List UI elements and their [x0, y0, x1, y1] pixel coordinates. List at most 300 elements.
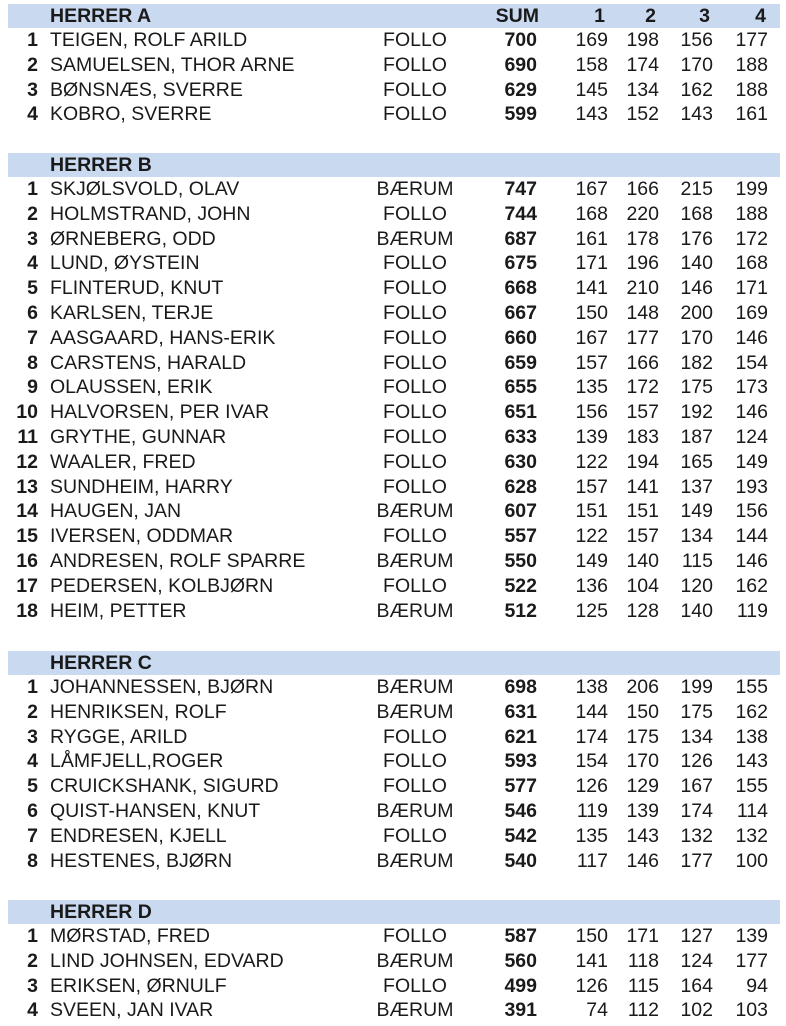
club-cell: BÆRUM [376, 178, 454, 200]
game-2-cell: 148 [626, 301, 659, 324]
game-4-cell: 169 [735, 301, 768, 324]
game-3-cell: 175 [680, 376, 713, 399]
section-header [8, 4, 780, 28]
rank-cell: 6 [27, 799, 38, 822]
table-row [0, 824, 786, 849]
rank-cell: 1 [27, 676, 38, 698]
game-2-cell: 210 [626, 277, 659, 300]
club-cell: BÆRUM [376, 500, 454, 523]
game-1-cell: 122 [575, 525, 608, 548]
table-row [0, 251, 786, 276]
sum-cell: 629 [504, 78, 537, 101]
game-3-cell: 175 [680, 700, 713, 723]
table-row [0, 998, 786, 1023]
player-name-cell: AASGAARD, HANS-ERIK [50, 326, 276, 349]
table-row [0, 276, 786, 301]
player-name-cell: RYGGE, ARILD [50, 725, 188, 748]
player-name-cell: HEIM, PETTER [50, 599, 187, 622]
section-title: HERRER A [50, 5, 152, 27]
table-row [0, 53, 786, 78]
game-1-cell: 174 [575, 725, 608, 748]
game-1-cell: 154 [575, 750, 608, 773]
game-1-cell: 139 [575, 425, 608, 448]
game-3-cell: 170 [680, 326, 713, 349]
club-cell: BÆRUM [376, 227, 454, 250]
game-4-cell: 199 [735, 178, 768, 200]
game-1-cell: 74 [586, 999, 608, 1022]
player-name-cell: JOHANNESSEN, BJØRN [50, 676, 274, 698]
player-name-cell: TEIGEN, ROLF ARILD [50, 29, 248, 51]
game-3-cell: 215 [680, 178, 713, 200]
game-3-cell: 177 [680, 849, 713, 872]
rank-cell: 1 [27, 925, 38, 947]
game-1-cell: 158 [575, 53, 608, 76]
game-4-cell: 155 [735, 676, 768, 698]
table-row [0, 400, 786, 425]
club-cell: BÆRUM [376, 549, 454, 572]
sum-cell: 700 [504, 29, 537, 51]
game-4-cell: 94 [746, 974, 768, 997]
table-row [0, 301, 786, 326]
club-cell: BÆRUM [376, 700, 454, 723]
game-4-cell: 188 [735, 78, 768, 101]
club-cell: FOLLO [383, 925, 447, 947]
section-herrer-c [0, 651, 786, 873]
game-2-cell: 166 [626, 178, 659, 200]
rank-cell: 12 [16, 450, 38, 473]
game-3-cell: 176 [680, 227, 713, 250]
rank-cell: 11 [17, 425, 38, 448]
table-row [0, 475, 786, 500]
player-name-cell: CRUICKSHANK, SIGURD [50, 775, 279, 798]
club-cell: FOLLO [383, 425, 447, 448]
game-4-cell: 124 [735, 425, 768, 448]
sum-cell: 522 [504, 574, 537, 597]
rank-cell: 17 [16, 574, 38, 597]
section-header [8, 153, 780, 177]
club-cell: FOLLO [383, 53, 447, 76]
player-name-cell: CARSTENS, HARALD [50, 351, 247, 374]
rows-herrer-b [0, 177, 786, 623]
game-2-cell: 198 [626, 29, 659, 51]
club-cell: FOLLO [383, 252, 447, 275]
rank-cell: 15 [16, 525, 38, 548]
game-1-cell: 119 [576, 799, 608, 822]
game-2-cell: 115 [627, 974, 659, 997]
game-2-cell: 171 [626, 925, 659, 947]
game-4-cell: 146 [735, 326, 768, 349]
game-4-cell: 171 [735, 277, 768, 300]
club-cell: FOLLO [383, 351, 447, 374]
game-1-cell: 141 [575, 949, 608, 972]
rank-cell: 2 [27, 53, 38, 76]
club-cell: FOLLO [383, 525, 447, 548]
game-1-cell: 157 [575, 475, 608, 498]
rank-cell: 5 [27, 775, 38, 798]
game-2-cell: 175 [626, 725, 659, 748]
game-3-cell: 170 [680, 53, 713, 76]
table-row [0, 974, 786, 999]
player-name-cell: HAUGEN, JAN [50, 500, 182, 523]
game-3-cell: 167 [680, 775, 713, 798]
game-2-cell: 146 [626, 849, 659, 872]
sum-cell: 633 [504, 425, 537, 448]
table-row [0, 28, 786, 53]
table-row [0, 78, 786, 103]
rank-cell: 1 [27, 178, 38, 200]
game-1-cell: 122 [575, 450, 608, 473]
game-2-cell: 170 [626, 750, 659, 773]
game-1-cell: 168 [575, 202, 608, 225]
sum-cell: 557 [504, 525, 537, 548]
table-row [0, 227, 786, 252]
player-name-cell: LUND, ØYSTEIN [50, 252, 200, 275]
game-3-cell: 115 [681, 549, 713, 572]
game-2-cell: 172 [626, 376, 659, 399]
game-3-cell: 124 [680, 949, 713, 972]
rank-cell: 4 [27, 750, 38, 773]
game-2-cell: 112 [627, 999, 659, 1022]
rank-cell: 8 [27, 351, 38, 374]
game-3-cell: 134 [680, 525, 713, 548]
sum-cell: 577 [504, 775, 537, 798]
rows-herrer-a [0, 28, 786, 127]
game-2-cell: 141 [626, 475, 659, 498]
game-3-cell: 140 [680, 599, 713, 622]
club-cell: FOLLO [383, 277, 447, 300]
club-cell: BÆRUM [376, 676, 454, 698]
rank-cell: 7 [27, 824, 38, 847]
game-3-cell: 146 [680, 277, 713, 300]
player-name-cell: HENRIKSEN, ROLF [50, 700, 227, 723]
game-4-cell: 161 [735, 103, 768, 126]
table-row [0, 749, 786, 774]
table-row [0, 799, 786, 824]
game-2-cell: 157 [626, 525, 659, 548]
game-4-cell: 144 [735, 525, 768, 548]
game-2-cell: 150 [626, 700, 659, 723]
sum-cell: 651 [504, 401, 537, 424]
rank-cell: 2 [27, 202, 38, 225]
sum-cell: 747 [504, 178, 537, 200]
rank-cell: 4 [27, 252, 38, 275]
sum-cell: 621 [504, 725, 537, 748]
rank-cell: 9 [27, 376, 38, 399]
game-3-cell: 149 [680, 500, 713, 523]
rank-cell: 8 [27, 849, 38, 872]
player-name-cell: PEDERSEN, KOLBJØRN [50, 574, 274, 597]
player-name-cell: KARLSEN, TERJE [50, 301, 214, 324]
table-row [0, 774, 786, 799]
game-4-cell: 162 [735, 574, 768, 597]
game-3-cell: 143 [680, 103, 713, 126]
section-herrer-b [0, 153, 786, 623]
game-3-cell: 134 [680, 725, 713, 748]
club-cell: FOLLO [383, 29, 447, 51]
game-4-cell: 138 [735, 725, 768, 748]
sum-cell: 550 [504, 549, 537, 572]
club-cell: FOLLO [383, 725, 447, 748]
rank-cell: 4 [27, 103, 38, 126]
sum-cell: 668 [504, 277, 537, 300]
game-1-cell: 161 [575, 227, 608, 250]
sum-header: SUM [495, 5, 539, 27]
player-name-cell: ANDRESEN, ROLF SPARRE [50, 549, 306, 572]
table-row [0, 524, 786, 549]
player-name-cell: ENDRESEN, KJELL [50, 824, 227, 847]
game-3-cell: 192 [680, 401, 713, 424]
game-4-cell: 156 [735, 500, 768, 523]
table-row [0, 725, 786, 750]
club-cell: FOLLO [383, 78, 447, 101]
rank-cell: 2 [27, 700, 38, 723]
sum-cell: 599 [504, 103, 537, 126]
game-3-cell: 132 [680, 824, 713, 847]
game-3-header: 3 [699, 5, 710, 27]
game-3-cell: 162 [680, 78, 713, 101]
game-4-cell: 119 [736, 599, 768, 622]
club-cell: FOLLO [383, 450, 447, 473]
rows-herrer-c [0, 675, 786, 873]
player-name-cell: LIND JOHNSEN, EDVARD [50, 949, 284, 972]
game-4-cell: 100 [735, 849, 768, 872]
player-name-cell: GRYTHE, GUNNAR [50, 425, 227, 448]
section-herrer-d [0, 900, 786, 1023]
sum-cell: 587 [504, 925, 537, 947]
club-cell: FOLLO [383, 475, 447, 498]
table-row [0, 425, 786, 450]
player-name-cell: HALVORSEN, PER IVAR [50, 401, 270, 424]
player-name-cell: SKJØLSVOLD, OLAV [50, 178, 240, 200]
rank-cell: 5 [27, 277, 38, 300]
game-2-cell: 128 [626, 599, 659, 622]
game-2-cell: 174 [626, 53, 659, 76]
sum-cell: 698 [504, 676, 537, 698]
sum-cell: 659 [504, 351, 537, 374]
game-4-cell: 146 [735, 401, 768, 424]
game-2-cell: 196 [626, 252, 659, 275]
game-4-cell: 132 [735, 824, 768, 847]
game-4-cell: 177 [735, 949, 768, 972]
player-name-cell: OLAUSSEN, ERIK [50, 376, 213, 399]
rank-cell: 7 [27, 326, 38, 349]
sum-cell: 542 [504, 824, 537, 847]
game-3-cell: 140 [680, 252, 713, 275]
game-4-cell: 103 [735, 999, 768, 1022]
game-1-cell: 151 [575, 500, 608, 523]
rows-herrer-d [0, 924, 786, 1023]
game-2-cell: 178 [626, 227, 659, 250]
game-2-cell: 140 [626, 549, 659, 572]
player-name-cell: WAALER, FRED [50, 450, 196, 473]
game-1-cell: 157 [575, 351, 608, 374]
sum-cell: 546 [504, 799, 537, 822]
club-cell: FOLLO [383, 750, 447, 773]
sum-cell: 593 [504, 750, 537, 773]
sum-cell: 744 [504, 202, 537, 225]
club-cell: BÆRUM [376, 999, 454, 1022]
player-name-cell: MØRSTAD, FRED [50, 925, 210, 947]
table-row [0, 924, 786, 949]
club-cell: FOLLO [383, 824, 447, 847]
game-4-cell: 188 [735, 202, 768, 225]
game-1-cell: 167 [575, 178, 608, 200]
game-1-cell: 169 [575, 29, 608, 51]
rank-cell: 3 [27, 78, 38, 101]
rank-cell: 18 [16, 599, 38, 622]
table-row [0, 549, 786, 574]
table-row [0, 949, 786, 974]
game-2-cell: 139 [626, 799, 659, 822]
game-1-header: 1 [594, 5, 605, 27]
game-3-cell: 102 [680, 999, 713, 1022]
sum-cell: 631 [504, 700, 537, 723]
sum-cell: 391 [504, 999, 537, 1022]
club-cell: FOLLO [383, 301, 447, 324]
player-name-cell: ERIKSEN, ØRNULF [50, 974, 227, 997]
game-3-cell: 168 [680, 202, 713, 225]
section-header [8, 900, 780, 924]
game-2-cell: 166 [626, 351, 659, 374]
game-1-cell: 149 [575, 549, 608, 572]
rank-cell: 10 [16, 401, 38, 424]
table-row [0, 675, 786, 700]
game-1-cell: 126 [575, 974, 608, 997]
section-header [8, 651, 780, 675]
game-1-cell: 135 [575, 824, 608, 847]
sum-cell: 630 [504, 450, 537, 473]
game-1-cell: 145 [575, 78, 608, 101]
player-name-cell: HOLMSTRAND, JOHN [50, 202, 251, 225]
table-row [0, 450, 786, 475]
game-2-cell: 143 [626, 824, 659, 847]
club-cell: FOLLO [383, 202, 447, 225]
player-name-cell: SVEEN, JAN IVAR [50, 999, 214, 1022]
table-row [0, 499, 786, 524]
section-title: HERRER D [50, 901, 152, 923]
club-cell: BÆRUM [376, 599, 454, 622]
game-1-cell: 117 [576, 849, 608, 872]
game-4-cell: 177 [735, 29, 768, 51]
table-row [0, 202, 786, 227]
game-2-cell: 104 [626, 574, 659, 597]
game-2-cell: 118 [627, 949, 659, 972]
game-3-cell: 199 [680, 676, 713, 698]
player-name-cell: SUNDHEIM, HARRY [50, 475, 233, 498]
game-4-cell: 155 [735, 775, 768, 798]
game-3-cell: 164 [680, 974, 713, 997]
club-cell: BÆRUM [376, 949, 454, 972]
table-row [0, 599, 786, 624]
club-cell: FOLLO [383, 775, 447, 798]
game-4-cell: 173 [735, 376, 768, 399]
game-1-cell: 171 [575, 252, 608, 275]
game-2-cell: 134 [626, 78, 659, 101]
section-herrer-a [0, 4, 786, 127]
game-1-cell: 136 [575, 574, 608, 597]
sum-cell: 628 [504, 475, 537, 498]
game-1-cell: 150 [575, 301, 608, 324]
game-4-header: 4 [755, 5, 766, 27]
table-row [0, 849, 786, 874]
sum-cell: 499 [504, 974, 537, 997]
game-3-cell: 165 [680, 450, 713, 473]
game-1-cell: 125 [575, 599, 608, 622]
section-title: HERRER B [50, 154, 152, 176]
game-1-cell: 135 [575, 376, 608, 399]
sum-cell: 690 [504, 53, 537, 76]
rank-cell: 3 [27, 227, 38, 250]
player-name-cell: SAMUELSEN, THOR ARNE [50, 53, 295, 76]
game-4-cell: 168 [735, 252, 768, 275]
sum-cell: 660 [504, 326, 537, 349]
table-row [0, 326, 786, 351]
game-2-cell: 129 [626, 775, 659, 798]
sum-cell: 655 [504, 376, 537, 399]
game-2-cell: 194 [626, 450, 659, 473]
rank-cell: 13 [16, 475, 38, 498]
table-row [0, 375, 786, 400]
game-2-cell: 220 [626, 202, 659, 225]
game-1-cell: 144 [575, 700, 608, 723]
game-4-cell: 162 [735, 700, 768, 723]
player-name-cell: FLINTERUD, KNUT [50, 277, 224, 300]
rank-cell: 1 [27, 29, 38, 51]
game-4-cell: 149 [735, 450, 768, 473]
sum-cell: 675 [504, 252, 537, 275]
game-4-cell: 146 [735, 549, 768, 572]
game-4-cell: 172 [735, 227, 768, 250]
rank-cell: 4 [27, 999, 38, 1022]
club-cell: FOLLO [383, 103, 447, 126]
game-4-cell: 154 [735, 351, 768, 374]
game-1-cell: 126 [575, 775, 608, 798]
table-row [0, 700, 786, 725]
game-1-cell: 167 [575, 326, 608, 349]
game-3-cell: 156 [680, 29, 713, 51]
rank-cell: 6 [27, 301, 38, 324]
section-title: HERRER C [50, 652, 152, 674]
game-4-cell: 139 [735, 925, 768, 947]
sum-cell: 607 [504, 500, 537, 523]
player-name-cell: QUIST-HANSEN, KNUT [50, 799, 261, 822]
club-cell: BÆRUM [376, 799, 454, 822]
rank-cell: 14 [16, 500, 38, 523]
club-cell: FOLLO [383, 326, 447, 349]
sum-cell: 512 [504, 599, 537, 622]
rank-cell: 3 [27, 974, 38, 997]
game-1-cell: 141 [575, 277, 608, 300]
player-name-cell: LÅMFJELL,ROGER [50, 750, 224, 773]
game-1-cell: 138 [575, 676, 608, 698]
game-2-cell: 183 [626, 425, 659, 448]
game-3-cell: 200 [680, 301, 713, 324]
player-name-cell: HESTENES, BJØRN [50, 849, 233, 872]
game-1-cell: 143 [575, 103, 608, 126]
table-row [0, 102, 786, 127]
sum-cell: 540 [504, 849, 537, 872]
game-3-cell: 182 [680, 351, 713, 374]
rank-cell: 3 [27, 725, 38, 748]
game-1-cell: 156 [575, 401, 608, 424]
game-3-cell: 174 [680, 799, 713, 822]
sum-cell: 687 [504, 227, 537, 250]
player-name-cell: IVERSEN, ODDMAR [50, 525, 234, 548]
rank-cell: 16 [16, 549, 38, 572]
game-3-cell: 127 [680, 925, 713, 947]
game-2-cell: 157 [626, 401, 659, 424]
game-2-cell: 177 [626, 326, 659, 349]
